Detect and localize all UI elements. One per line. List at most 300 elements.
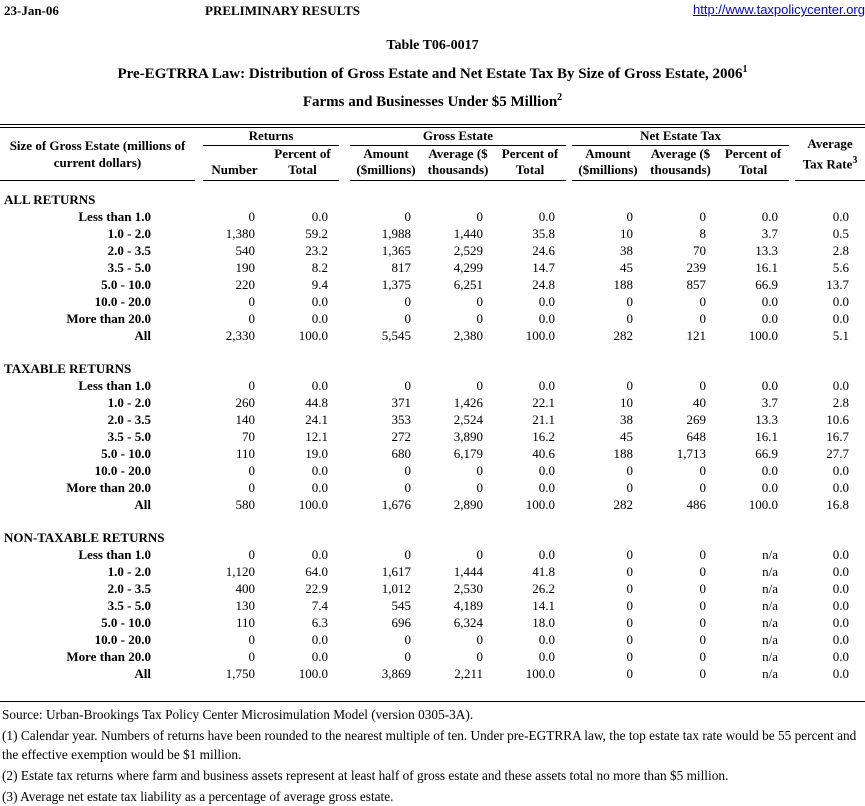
data-cell: 0.0 [266, 479, 339, 496]
data-cell: 2.8 [795, 394, 865, 411]
row-label: More than 20.0 [0, 648, 195, 665]
data-cell: 16.2 [494, 428, 566, 445]
data-cell: 100.0 [494, 496, 566, 513]
row-label: 3.5 - 5.0 [0, 259, 195, 276]
data-cell: 0.0 [494, 479, 566, 496]
row-label: 10.0 - 20.0 [0, 462, 195, 479]
column-header: Amount ($millions) [572, 146, 644, 181]
data-cell: 8 [644, 225, 717, 242]
data-cell: 680 [350, 445, 422, 462]
gap-cell [339, 242, 350, 259]
data-cell: 0.0 [717, 208, 789, 225]
gap-cell [195, 445, 203, 462]
data-cell: 0 [572, 293, 644, 310]
table-row [0, 563, 865, 580]
row-label: More than 20.0 [0, 310, 195, 327]
row-label: 1.0 - 2.0 [0, 394, 195, 411]
column-header: Amount ($millions) [350, 146, 422, 181]
row-label: 5.0 - 10.0 [0, 445, 195, 462]
row-label: 2.0 - 3.5 [0, 242, 195, 259]
data-cell: 4,189 [422, 597, 494, 614]
row-label: 10.0 - 20.0 [0, 293, 195, 310]
data-cell: 0 [350, 462, 422, 479]
data-cell: 0.0 [266, 462, 339, 479]
data-cell: 5,545 [350, 327, 422, 344]
data-cell: 64.0 [266, 563, 339, 580]
data-cell: 6,324 [422, 614, 494, 631]
data-cell: 14.1 [494, 597, 566, 614]
data-cell: 24.1 [266, 411, 339, 428]
data-cell: 0.0 [494, 546, 566, 563]
data-cell: 0 [203, 648, 266, 665]
data-cell: 0.0 [266, 546, 339, 563]
data-cell: 0.0 [795, 546, 865, 563]
column-header: Average ($ thousands) [644, 146, 717, 181]
data-cell: 400 [203, 580, 266, 597]
data-cell: 0 [572, 462, 644, 479]
data-cell: 66.9 [717, 276, 789, 293]
footnote-1: (1) Calendar year. Numbers of returns have been rounded to the nearest multiple of ten. Under pre-EGTRRA law, the top estate tax rate would be 55 percent and the effective exemption would be $1 million. [2, 727, 863, 765]
table-row [0, 580, 865, 597]
data-cell: 0 [644, 614, 717, 631]
data-cell: 0 [644, 462, 717, 479]
data-cell: 0.0 [717, 310, 789, 327]
data-cell: 110 [203, 614, 266, 631]
data-cell: 13.7 [795, 276, 865, 293]
table-row [0, 327, 865, 344]
spacer-cell [0, 344, 865, 360]
data-cell: 5.1 [795, 327, 865, 344]
data-cell: 0 [350, 648, 422, 665]
group-header-gross-estate: Gross Estate [350, 126, 566, 146]
column-gap [195, 146, 203, 181]
data-cell: 260 [203, 394, 266, 411]
row-label: Less than 1.0 [0, 377, 195, 394]
gap-cell [195, 546, 203, 563]
section-header-row [0, 191, 865, 208]
gap-cell [195, 327, 203, 344]
spacer-cell [0, 181, 865, 191]
data-cell: 24.8 [494, 276, 566, 293]
data-cell: 40 [644, 394, 717, 411]
spacer-row [0, 682, 865, 702]
data-cell: 41.8 [494, 563, 566, 580]
data-cell: 0.0 [494, 377, 566, 394]
data-cell: n/a [717, 563, 789, 580]
data-cell: 272 [350, 428, 422, 445]
data-cell: 1,365 [350, 242, 422, 259]
data-cell: 59.2 [266, 225, 339, 242]
average-tax-rate-header: Average Tax Rate$^3$ [795, 126, 865, 181]
data-cell: 282 [572, 496, 644, 513]
footnotes [0, 706, 865, 806]
data-cell: 0 [572, 208, 644, 225]
table-row [0, 597, 865, 614]
gap-cell [195, 648, 203, 665]
data-cell: 100.0 [717, 327, 789, 344]
data-cell: 16.1 [717, 428, 789, 445]
data-cell: 0.0 [717, 377, 789, 394]
data-cell: 24.6 [494, 242, 566, 259]
data-cell: 10.6 [795, 411, 865, 428]
page-header [0, 0, 865, 22]
data-cell: 5.6 [795, 259, 865, 276]
row-label: All [0, 496, 195, 513]
stub-column-header: Size of Gross Estate (millions of current dollars) [0, 126, 195, 181]
data-cell: 0 [203, 479, 266, 496]
data-cell: 10 [572, 394, 644, 411]
gap-cell [195, 496, 203, 513]
group-header-net-estate-tax: Net Estate Tax [572, 126, 789, 146]
data-cell: 1,426 [422, 394, 494, 411]
data-cell: 0.5 [795, 225, 865, 242]
data-cell: 121 [644, 327, 717, 344]
data-cell: 6,179 [422, 445, 494, 462]
row-label: 2.0 - 3.5 [0, 411, 195, 428]
data-cell: 0 [644, 631, 717, 648]
data-cell: n/a [717, 631, 789, 648]
gap-cell [339, 462, 350, 479]
gap-cell [339, 293, 350, 310]
data-cell: 0 [644, 597, 717, 614]
table-row [0, 377, 865, 394]
column-header: Average ($ thousands) [422, 146, 494, 181]
data-cell: 1,676 [350, 496, 422, 513]
data-cell: n/a [717, 614, 789, 631]
data-cell: 0 [203, 546, 266, 563]
gap-cell [195, 614, 203, 631]
table-row [0, 310, 865, 327]
data-cell: n/a [717, 597, 789, 614]
data-cell: 239 [644, 259, 717, 276]
data-cell: 140 [203, 411, 266, 428]
gap-cell [339, 631, 350, 648]
data-cell: 0.0 [795, 293, 865, 310]
gap-cell [195, 462, 203, 479]
data-cell: 1,617 [350, 563, 422, 580]
data-cell: 0.0 [494, 462, 566, 479]
data-cell: 2,529 [422, 242, 494, 259]
data-cell: 100.0 [266, 665, 339, 682]
data-cell: 1,120 [203, 563, 266, 580]
footnote-2: (2) Estate tax returns where farm and business assets represent at least half of gross estate and these assets total no more than $5 million. [2, 767, 863, 786]
row-label: 5.0 - 10.0 [0, 614, 195, 631]
gap-cell [339, 208, 350, 225]
data-cell: 70 [203, 428, 266, 445]
data-cell: 0 [644, 563, 717, 580]
gap-cell [339, 665, 350, 682]
data-cell: 21.1 [494, 411, 566, 428]
data-cell: 0 [203, 462, 266, 479]
table-row [0, 208, 865, 225]
data-cell: 696 [350, 614, 422, 631]
spacer-cell [0, 682, 865, 702]
data-cell: 38 [572, 242, 644, 259]
gap-cell [339, 276, 350, 293]
gap-cell [195, 665, 203, 682]
data-cell: 486 [644, 496, 717, 513]
data-cell: 0 [572, 310, 644, 327]
data-cell: 22.9 [266, 580, 339, 597]
row-label: 10.0 - 20.0 [0, 631, 195, 648]
table-row [0, 546, 865, 563]
row-label: 3.5 - 5.0 [0, 428, 195, 445]
data-cell: 0 [350, 293, 422, 310]
data-cell: 100.0 [717, 496, 789, 513]
data-cell: 0 [644, 665, 717, 682]
table-row [0, 293, 865, 310]
gap-cell [195, 411, 203, 428]
data-cell: 100.0 [266, 327, 339, 344]
data-cell: 1,375 [350, 276, 422, 293]
data-cell: 0 [644, 310, 717, 327]
data-cell: 580 [203, 496, 266, 513]
data-cell: 35.8 [494, 225, 566, 242]
data-cell: 0.0 [494, 631, 566, 648]
data-cell: 0 [572, 631, 644, 648]
data-cell: 40.6 [494, 445, 566, 462]
data-cell: 0 [572, 546, 644, 563]
row-label: More than 20.0 [0, 479, 195, 496]
data-cell: 0.0 [494, 310, 566, 327]
data-cell: 6,251 [422, 276, 494, 293]
data-cell: 0 [572, 580, 644, 597]
table-row [0, 614, 865, 631]
column-header: Percent of Total [266, 146, 339, 181]
data-cell: 0.0 [266, 208, 339, 225]
data-cell: 16.7 [795, 428, 865, 445]
data-cell: 19.0 [266, 445, 339, 462]
data-cell: 0.0 [494, 208, 566, 225]
section-title: ALL RETURNS [0, 191, 865, 208]
gap-cell [339, 479, 350, 496]
data-cell: 0.0 [266, 310, 339, 327]
estate-tax-table [0, 124, 865, 702]
gap-cell [195, 479, 203, 496]
gap-cell [195, 597, 203, 614]
table-number: Table T06-0017 [0, 38, 865, 54]
column-header: Number [203, 146, 266, 181]
page-subtitle: Farms and Businesses Under $5 Million$^2$ [0, 92, 865, 111]
data-cell: 0 [422, 631, 494, 648]
data-cell: 857 [644, 276, 717, 293]
group-header-row [0, 126, 865, 146]
table-row [0, 631, 865, 648]
data-cell: 70 [644, 242, 717, 259]
data-cell: 0 [422, 462, 494, 479]
column-header: Percent of Total [494, 146, 566, 181]
data-cell: 22.1 [494, 394, 566, 411]
gap-cell [339, 327, 350, 344]
gap-cell [339, 563, 350, 580]
data-cell: 0.0 [795, 208, 865, 225]
data-cell: 0 [203, 310, 266, 327]
data-cell: 0.0 [717, 293, 789, 310]
gap-cell [339, 445, 350, 462]
page-title: Pre-EGTRRA Law: Distribution of Gross Estate and Net Estate Tax By Size of Gross Estate, 2006$^1$ [0, 64, 865, 83]
data-cell: 0.0 [795, 462, 865, 479]
data-cell: 100.0 [266, 496, 339, 513]
data-cell: 0 [644, 293, 717, 310]
row-label: 3.5 - 5.0 [0, 597, 195, 614]
gap-cell [195, 428, 203, 445]
data-cell: n/a [717, 665, 789, 682]
data-cell: 1,444 [422, 563, 494, 580]
data-cell: 27.7 [795, 445, 865, 462]
report-date: 23-Jan-06 [4, 3, 59, 19]
data-cell: 1,440 [422, 225, 494, 242]
data-cell: 0 [350, 377, 422, 394]
data-cell: 1,380 [203, 225, 266, 242]
data-cell: 0.0 [717, 479, 789, 496]
gap-cell [195, 580, 203, 597]
gap-cell [339, 597, 350, 614]
gap-cell [339, 546, 350, 563]
data-cell: 188 [572, 276, 644, 293]
data-cell: 2,380 [422, 327, 494, 344]
data-cell: 38 [572, 411, 644, 428]
data-cell: 13.3 [717, 242, 789, 259]
data-cell: 0.0 [795, 597, 865, 614]
group-header-returns: Returns [203, 126, 339, 146]
row-label: All [0, 665, 195, 682]
data-cell: 188 [572, 445, 644, 462]
data-cell: 0 [644, 208, 717, 225]
footnote-ref-3: 3 [852, 155, 857, 166]
data-cell: 0 [422, 479, 494, 496]
data-cell: 44.8 [266, 394, 339, 411]
data-cell: 2,530 [422, 580, 494, 597]
data-cell: 9.4 [266, 276, 339, 293]
data-cell: 0 [422, 208, 494, 225]
gap-cell [339, 377, 350, 394]
data-cell: 0 [644, 546, 717, 563]
data-cell: n/a [717, 546, 789, 563]
data-cell: 110 [203, 445, 266, 462]
data-cell: 817 [350, 259, 422, 276]
gap-cell [339, 580, 350, 597]
title-block [0, 38, 865, 111]
gap-cell [195, 310, 203, 327]
table-row [0, 225, 865, 242]
footnote-ref-2: 2 [557, 92, 562, 103]
data-cell: 2,890 [422, 496, 494, 513]
data-cell: 0 [350, 546, 422, 563]
data-cell: 45 [572, 259, 644, 276]
gap-cell [195, 242, 203, 259]
table-row [0, 242, 865, 259]
data-cell: 0 [203, 377, 266, 394]
row-label: 1.0 - 2.0 [0, 563, 195, 580]
data-cell: 0 [203, 293, 266, 310]
gap-cell [195, 394, 203, 411]
taxpolicycenter-link[interactable]: http://www.taxpolicycenter.org [693, 2, 865, 17]
column-gap [789, 146, 795, 181]
data-cell: 45 [572, 428, 644, 445]
data-cell: 0.0 [494, 648, 566, 665]
gap-cell [339, 411, 350, 428]
data-cell: 0 [422, 546, 494, 563]
data-cell: 0.0 [266, 631, 339, 648]
gap-cell [195, 293, 203, 310]
table-row [0, 276, 865, 293]
row-label: Less than 1.0 [0, 208, 195, 225]
data-cell: 0.0 [795, 614, 865, 631]
gap-cell [195, 259, 203, 276]
data-cell: 0 [350, 631, 422, 648]
data-cell: 100.0 [494, 665, 566, 682]
gap-cell [195, 276, 203, 293]
gap-cell [339, 225, 350, 242]
data-cell: 0 [350, 310, 422, 327]
spacer-row [0, 181, 865, 191]
gap-cell [339, 394, 350, 411]
section-title: TAXABLE RETURNS [0, 360, 865, 377]
footnote-3: (3) Average net estate tax liability as a percentage of average gross estate. [2, 788, 863, 806]
data-cell: 0 [572, 563, 644, 580]
data-cell: 0 [644, 580, 717, 597]
data-cell: 6.3 [266, 614, 339, 631]
data-cell: 3,890 [422, 428, 494, 445]
gap-cell [339, 259, 350, 276]
gap-cell [195, 225, 203, 242]
data-cell: 0 [422, 293, 494, 310]
data-cell: 220 [203, 276, 266, 293]
data-cell: 0.0 [717, 462, 789, 479]
data-cell: 1,713 [644, 445, 717, 462]
data-cell: 2,524 [422, 411, 494, 428]
data-cell: 2.8 [795, 242, 865, 259]
data-cell: 14.7 [494, 259, 566, 276]
data-cell: 66.9 [717, 445, 789, 462]
data-cell: 0.0 [266, 648, 339, 665]
data-cell: 545 [350, 597, 422, 614]
data-cell: 0 [572, 479, 644, 496]
section-header-row [0, 529, 865, 546]
gap-cell [195, 563, 203, 580]
row-label: All [0, 327, 195, 344]
data-cell: 1,012 [350, 580, 422, 597]
data-cell: 0.0 [266, 293, 339, 310]
data-cell: 0 [422, 310, 494, 327]
preliminary-results-label: PRELIMINARY RESULTS [205, 3, 360, 19]
data-cell: 190 [203, 259, 266, 276]
data-cell: 2,211 [422, 665, 494, 682]
gap-cell [195, 631, 203, 648]
table-row [0, 665, 865, 682]
data-cell: 0 [572, 597, 644, 614]
section-title: NON-TAXABLE RETURNS [0, 529, 865, 546]
data-cell: 0 [350, 208, 422, 225]
data-cell: 269 [644, 411, 717, 428]
gap-cell [339, 614, 350, 631]
row-label: Less than 1.0 [0, 546, 195, 563]
column-gap [195, 126, 203, 146]
data-cell: 1,988 [350, 225, 422, 242]
data-cell: 371 [350, 394, 422, 411]
data-cell: 13.3 [717, 411, 789, 428]
data-cell: 0.0 [795, 377, 865, 394]
data-cell: 4,299 [422, 259, 494, 276]
spacer-row [0, 513, 865, 529]
data-cell: 0 [572, 377, 644, 394]
data-cell: 0 [422, 377, 494, 394]
data-cell: 0.0 [795, 665, 865, 682]
data-cell: 3.7 [717, 394, 789, 411]
data-cell: n/a [717, 648, 789, 665]
data-cell: 26.2 [494, 580, 566, 597]
data-cell: 0 [572, 614, 644, 631]
